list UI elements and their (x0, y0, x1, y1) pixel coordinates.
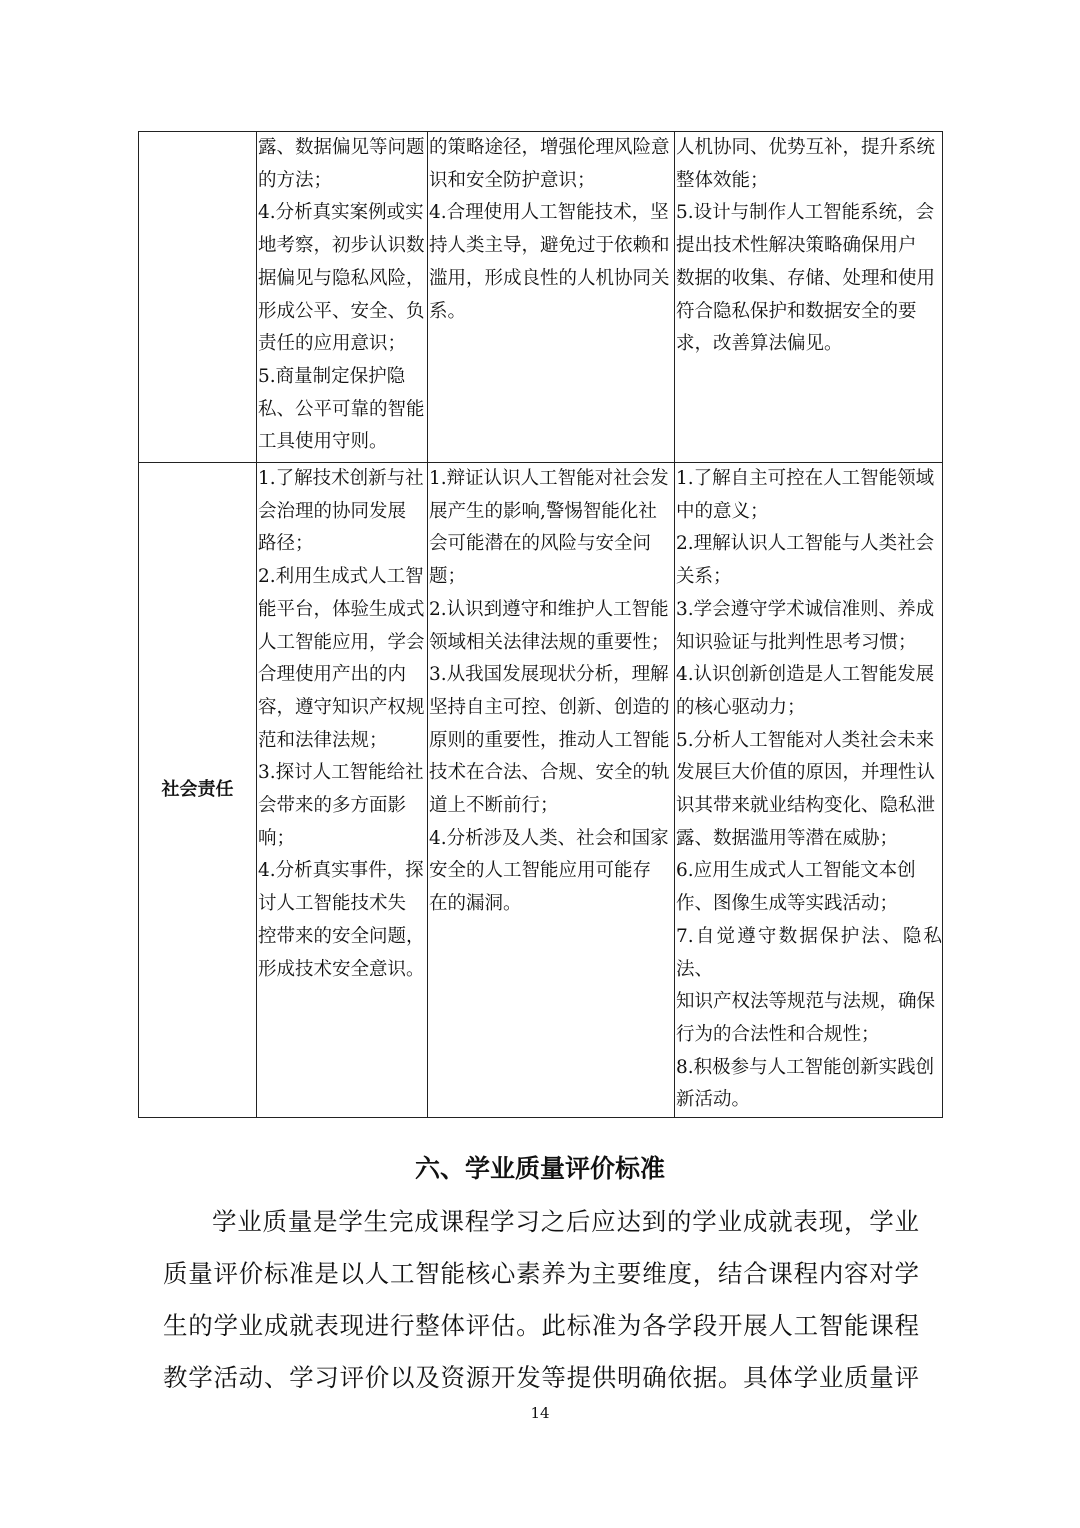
cell-text-line: 求，改善算法偏见。 (676, 333, 843, 355)
cell-text-line: 安全的人工智能应用可能存 (429, 860, 652, 882)
cell-text-line: 在的漏洞。 (429, 893, 522, 915)
cell-text-line: 1.了解自主可控在人工智能领域 (676, 468, 935, 489)
cell-text-line: 会治理的协同发展 (258, 500, 407, 522)
cell-text-line: 4.分析真实事件，探 (258, 860, 424, 882)
paragraph-line: 生的学业成就表现进行整体评估。此标准为各学段开展人工智能课程 (163, 1311, 919, 1340)
cell-text-line: 展产生的影响,警惕智能化社 (429, 500, 657, 522)
cell-text-line: 2.认识到遵守和维护人工智能 (429, 598, 669, 620)
cell-text-line: 响； (258, 827, 296, 849)
cell-text-line: 识和安全防护意识； (429, 169, 596, 191)
paragraph-line: 教学活动、学习评价以及资源开发等提供明确依据。具体学业质量评 (163, 1363, 919, 1392)
cell-text-line: 2.利用生成式人工智 (258, 566, 424, 588)
cell-text-line: 知识产权法等规范与法规，确保 (676, 991, 936, 1013)
table-row (139, 132, 943, 463)
cell-text-line: 知识验证与批判性思考习惯； (676, 631, 917, 653)
cell-text-line: 提出技术性解决策略确保用户 (676, 235, 917, 257)
cell-text-line: 3.探讨人工智能给社 (258, 762, 424, 784)
cell-text-line: 的方法； (258, 169, 333, 191)
cell-text-line: 1.了解技术创新与社 (258, 468, 424, 489)
cell-text-line: 8.积极参与人工智能创新实践创 (676, 1056, 935, 1078)
cell-text-line: 形成技术安全意识。 (258, 958, 425, 980)
cell-text-line: 新活动。 (676, 1089, 751, 1111)
cell-text-line: 4.认识创新创造是人工智能发展 (676, 664, 935, 686)
cell-text-line: 3.学会遵守学术诚信准则、养成 (676, 598, 935, 620)
cell-text-line: 控带来的安全问题， (258, 925, 425, 947)
cell-text-line: 4.分析真实案例或实 (258, 202, 424, 224)
cell-text-line: 题； (429, 566, 467, 588)
cell-text-line: 技术在合法、合规、安全的轨 (429, 762, 670, 784)
cell-text-line: 的策略途径，增强伦理风险意 (429, 137, 670, 158)
page-number: 14 (530, 1404, 550, 1422)
competency-table (138, 131, 943, 1118)
paragraph-line: 学业质量是学生完成课程学习之后应达到的学业成就表现，学业 (212, 1207, 919, 1236)
cell-text-line: 符合隐私保护和数据安全的要 (676, 300, 917, 322)
cell-text-line: 会带来的多方面影 (258, 795, 407, 817)
cell-text-line: 数据的收集、存储、处理和使用 (676, 267, 936, 289)
cell-text-line: 5.分析人工智能对人类社会未来 (676, 729, 935, 751)
cell-text-line: 工具使用守则。 (258, 431, 388, 453)
table-cell (675, 132, 943, 463)
cell-text-line: 原则的重要性，推动人工智能 (429, 729, 670, 751)
cell-text-line: 会可能潜在的风险与安全问 (429, 533, 652, 555)
row-label: 社会责任 (139, 463, 257, 1118)
cell-text-line: 露、数据滥用等潜在威胁； (676, 827, 899, 849)
cell-text-line: 5.设计与制作人工智能系统，会 (676, 202, 935, 224)
section-heading: 六、学业质量评价标准 (414, 1154, 665, 1183)
body-paragraph (163, 1196, 919, 1404)
cell-text-line: 发展巨大价值的原因，并理性认 (676, 762, 936, 784)
cell-text-line: 讨人工智能技术失 (258, 893, 407, 915)
cell-text-line: 地考察，初步认识数 (258, 235, 425, 257)
cell-text-line: 持人类主导，避免过于依赖和 (429, 235, 670, 257)
cell-text-line: 私、公平可靠的智能 (258, 398, 425, 420)
table-row (139, 463, 943, 1118)
cell-text-line: 关系； (676, 566, 732, 588)
table-cell (428, 132, 675, 463)
cell-text-line: 行为的合法性和合规性； (676, 1023, 880, 1045)
table-cell (675, 463, 943, 1118)
cell-text-line: 人工智能应用，学会 (258, 631, 425, 653)
cell-text-line: 形成公平、安全、负 (258, 300, 425, 322)
cell-text-line: 4.分析涉及人类、社会和国家 (429, 827, 669, 849)
cell-text-line: 的核心驱动力； (676, 696, 806, 718)
cell-text-line: 路径； (258, 533, 314, 555)
cell-text-line: 容，遵守知识产权规 (258, 696, 425, 718)
cell-text-line: 责任的应用意识； (258, 333, 407, 355)
cell-text-line: 能平台，体验生成式 (258, 598, 425, 620)
cell-text-line: 4.合理使用人工智能技术，坚 (429, 202, 669, 224)
table-cell (257, 463, 428, 1118)
cell-text-line: 滥用，形成良性的人机协同关 (429, 267, 670, 289)
cell-text-line: 5.商量制定保护隐 (258, 365, 406, 387)
cell-text-line: 3.从我国发展现状分析，理解 (429, 664, 669, 686)
cell-text-line: 整体效能； (676, 169, 769, 191)
cell-text-line: 系。 (429, 300, 467, 322)
cell-text-line: 中的意义； (676, 500, 769, 522)
table-cell (428, 463, 675, 1118)
cell-text-line: 道上不断前行； (429, 795, 559, 817)
cell-text-line: 7.自觉遵守数据保护法、隐私法、 (676, 925, 942, 980)
cell-text-line: 坚持自主可控、创新、创造的 (429, 696, 670, 718)
cell-text-line: 作、图像生成等实践活动； (676, 893, 899, 915)
paragraph-line: 质量评价标准是以人工智能核心素养为主要维度，结合课程内容对学 (163, 1259, 919, 1288)
cell-text-line: 露、数据偏见等问题 (258, 137, 425, 158)
cell-text-line: 合理使用产出的内 (258, 664, 407, 686)
cell-text-line: 2.理解认识人工智能与人类社会 (676, 533, 935, 555)
cell-text-line: 人机协同、优势互补，提升系统 (676, 137, 936, 158)
cell-text-line: 识其带来就业结构变化、隐私泄 (676, 795, 936, 817)
row-label (139, 132, 257, 463)
cell-text-line: 领域相关法律法规的重要性； (429, 631, 670, 653)
table-cell (257, 132, 428, 463)
cell-text-line: 1.辩证认识人工智能对社会发 (429, 468, 669, 489)
cell-text-line: 据偏见与隐私风险， (258, 267, 425, 289)
cell-text-line: 范和法律法规； (258, 729, 388, 751)
cell-text-line: 6.应用生成式人工智能文本创 (676, 860, 916, 882)
